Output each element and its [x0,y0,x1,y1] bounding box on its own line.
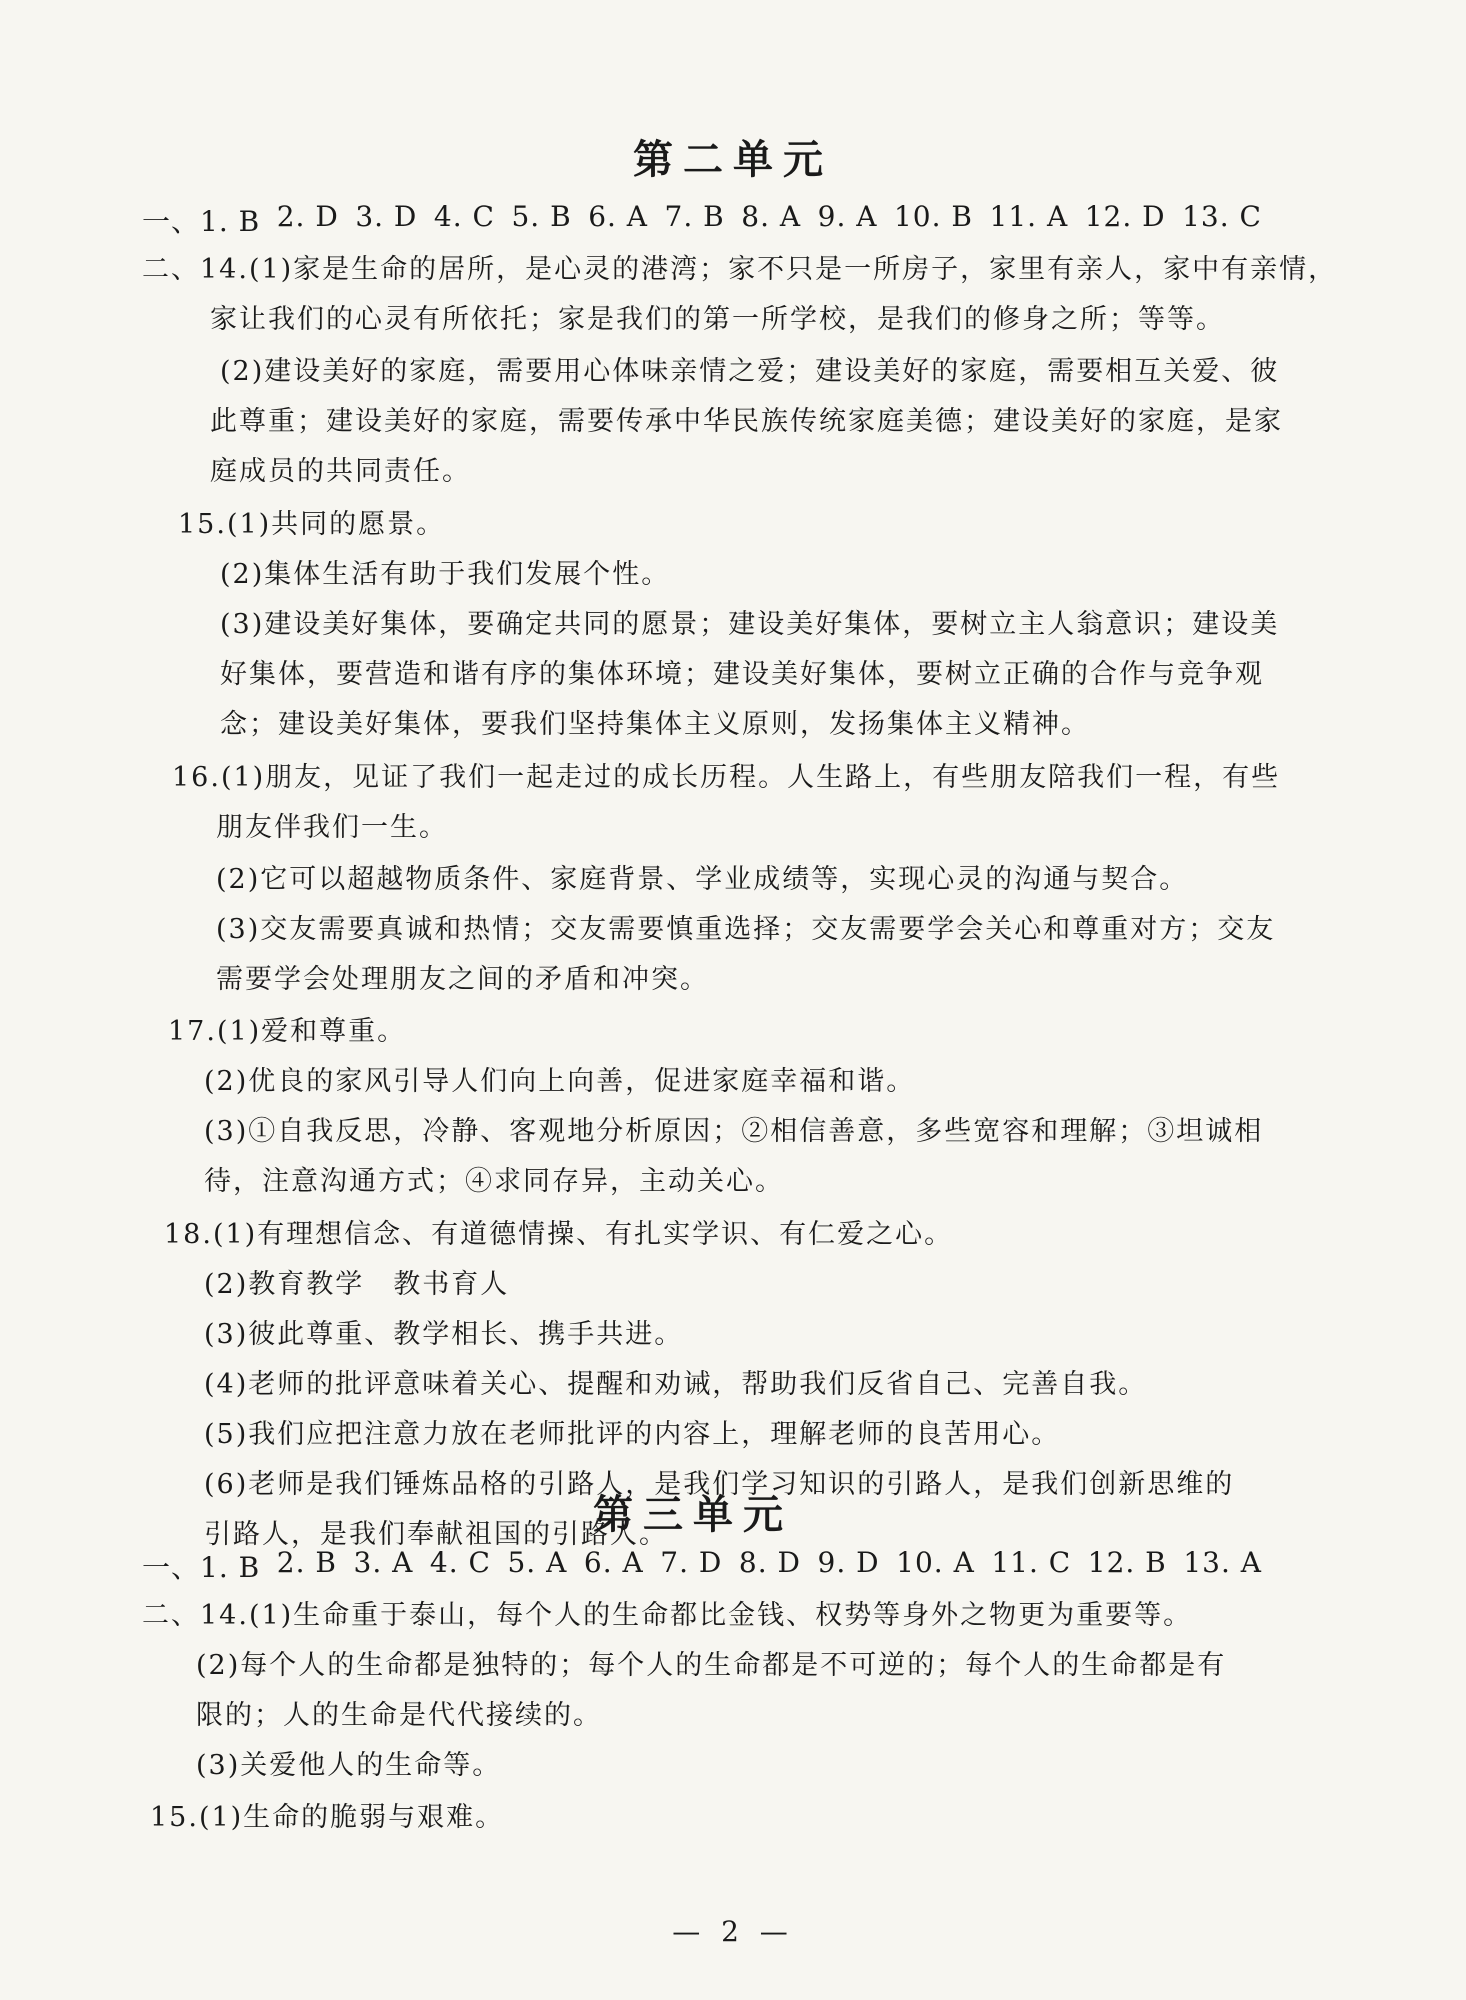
answer-line: 待，注意沟通方式；④求同存异，主动关心。 [204,1166,784,1197]
answer-line: (4)老师的批评意味着关心、提醒和劝诫，帮助我们反省自己、完善自我。 [204,1369,1148,1400]
answer-line: 16.(1)朋友，见证了我们一起走过的成长历程。人生路上，有些朋友陪我们一程，有些 [172,762,1281,793]
choice-answer: 6. A [588,200,649,233]
unit-3-choice-answers [142,1546,1262,1586]
answer-line: (3)彼此尊重、教学相长、携手共进。 [204,1319,684,1350]
answer-line: 引路人，是我们奉献祖国的引路人。 [204,1519,668,1550]
answer-line: (2)每个人的生命都是独特的；每个人的生命都是不可逆的；每个人的生命都是有 [196,1650,1227,1681]
answer-line: 此尊重；建设美好的家庭，需要传承中华民族传统家庭美德；建设美好的家庭，是家 [210,406,1283,437]
choice-answer: 10. B [893,200,973,233]
choice-answer: 8. D [738,1546,801,1579]
choice-answer: 9. A [817,200,878,233]
answer-line: 15.(1)生命的脆弱与艰难。 [150,1802,505,1833]
choice-answer: 7. B [664,200,725,233]
page-number: — 2 — [672,1915,794,1948]
choice-answer: 9. D [817,1546,880,1579]
answer-line: (3)关爱他人的生命等。 [196,1750,502,1781]
choice-answer: 13. A [1183,1546,1262,1579]
choice-answer: 10. A [896,1546,975,1579]
answer-line: (5)我们应把注意力放在老师批评的内容上，理解老师的良苦用心。 [204,1419,1061,1450]
answer-line: 限的；人的生命是代代接续的。 [196,1700,602,1731]
choice-answer: 5. A [507,1546,568,1579]
answer-line: 15.(1)共同的愿景。 [178,509,446,540]
answer-line: 好集体，要营造和谐有序的集体环境；建设美好集体，要树立正确的合作与竞争观 [220,659,1264,690]
answer-line: (2)教育教学 教书育人 [204,1269,510,1300]
choice-answer: 4. C [433,200,495,233]
answer-line: (2)集体生活有助于我们发展个性。 [220,559,671,590]
choice-answer: 11. A [989,200,1069,233]
choice-answer: 8. A [741,200,802,233]
unit-2-choice-answers [142,200,1262,240]
choice-answer: 11. C [991,1546,1072,1579]
answer-line: (2)优良的家风引导人们向上向善，促进家庭幸福和谐。 [204,1066,916,1097]
choice-answer: 13. C [1182,200,1262,233]
choice-answer: 6. A [583,1546,644,1579]
choice-answer: 5. B [511,200,572,233]
unit-3-title: 第三单元 [593,1491,793,1538]
answer-line: 念；建设美好集体，要我们坚持集体主义原则，发扬集体主义精神。 [220,709,1090,740]
answer-line: (2)建设美好的家庭，需要用心体味亲情之爱；建设美好的家庭，需要相互关爱、彼 [220,356,1280,387]
answer-line: 18.(1)有理想信念、有道德情操、有扎实学识、有仁爱之心。 [164,1219,954,1250]
choice-answer: 2. B [276,1546,337,1579]
answer-line: 需要学会处理朋友之间的矛盾和冲突。 [216,964,709,995]
unit-2-title: 第二单元 [633,136,833,183]
answer-line: (6)老师是我们锤炼品格的引路人，是我们学习知识的引路人，是我们创新思维的 [204,1469,1235,1500]
choice-answer: 一、1. B [142,1551,261,1584]
choice-answer: 3. D [355,200,418,233]
answer-line: 庭成员的共同责任。 [210,456,471,487]
answer-line: (3)①自我反思，冷静、客观地分析原因；②相信善意，多些宽容和理解；③坦诚相 [204,1116,1264,1147]
choice-answer: 12. D [1084,200,1166,233]
choice-answer: 一、1. B [142,205,261,238]
answer-line: 朋友伴我们一生。 [216,812,448,843]
answer-line: (3)建设美好集体，要确定共同的愿景；建设美好集体，要树立主人翁意识；建设美 [220,609,1280,640]
answer-line: 二、14.(1)生命重于泰山，每个人的生命都比金钱、权势等身外之物更为重要等。 [142,1600,1193,1631]
choice-answer: 12. B [1087,1546,1167,1579]
answer-line: 家让我们的心灵有所依托；家是我们的第一所学校，是我们的修身之所；等等。 [210,304,1225,335]
answer-line: (2)它可以超越物质条件、家庭背景、学业成绩等，实现心灵的沟通与契合。 [216,864,1189,895]
answer-line: (3)交友需要真诚和热情；交友需要慎重选择；交友需要学会关心和尊重对方；交友 [216,914,1276,945]
choice-answer: 2. D [276,200,339,233]
choice-answer: 3. A [353,1546,414,1579]
answer-line: 17.(1)爱和尊重。 [168,1016,407,1047]
choice-answer: 4. C [429,1546,491,1579]
choice-answer: 7. D [660,1546,723,1579]
answer-line: 二、14.(1)家是生命的居所，是心灵的港湾；家不只是一所房子，家里有亲人，家中有亲情， [142,254,1338,285]
